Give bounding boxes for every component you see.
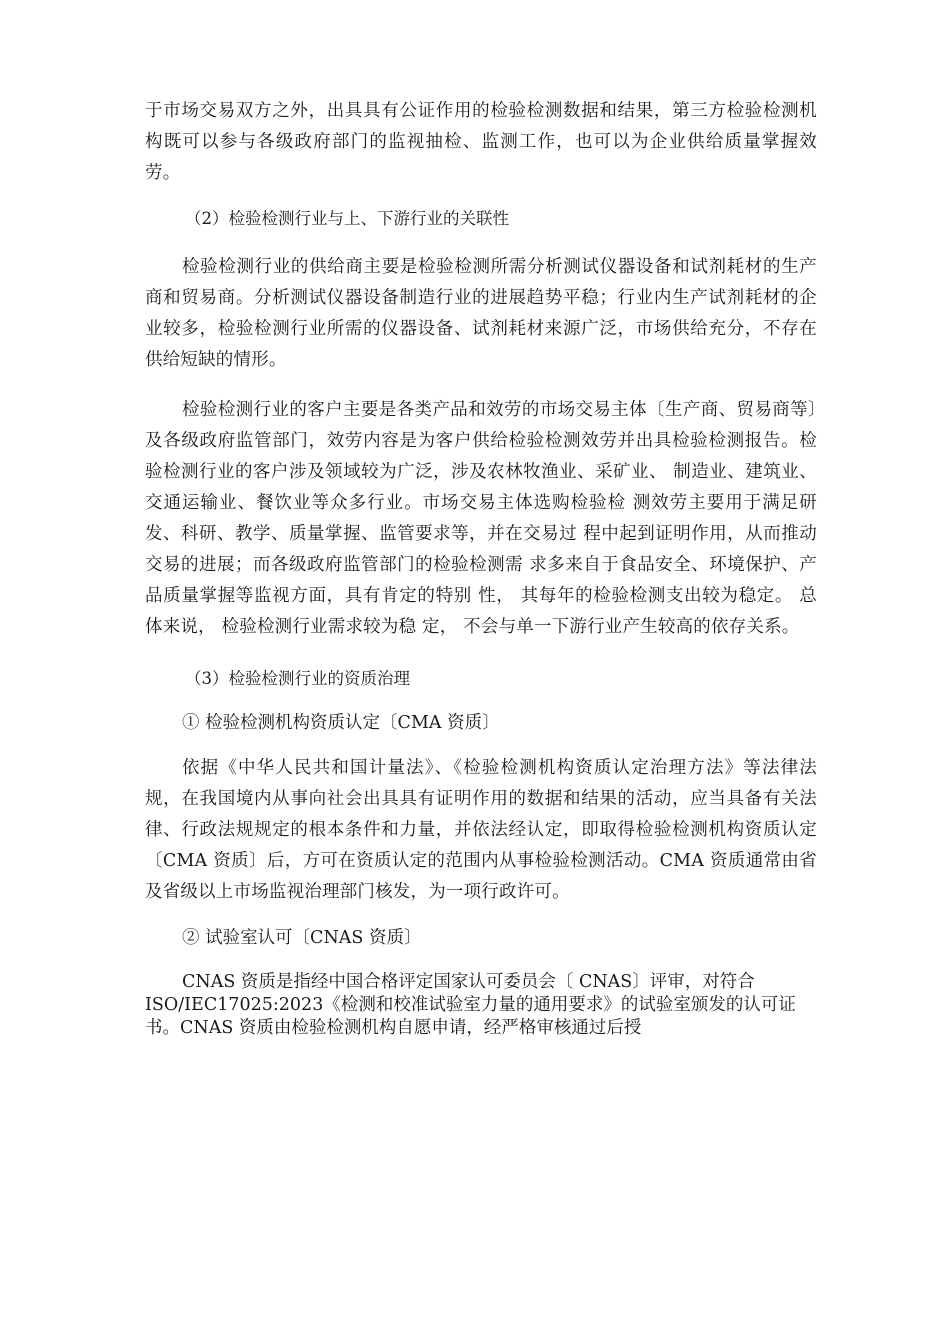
paragraph-customers: 检验检测行业的客户主要是各类产品和效劳的市场交易主体〔生产商、贸易商等〕及各级政府监管部门，效劳内容是为客户供给检验检测效劳并出具检验检测报告。检验检测行业的客户涉及领域较为广泛，涉及农林牧渔业、采矿业、 制造业、建筑业、交通运输业、餐饮业等众多行业。市场交易主体选购检验检 测效劳主要用于满足研发、科研、教学、质量掌握、监管要求等，并在交易过 程中起到证明作用，从而推动交易的进展；而各级政府监管部门的检验检测需 求多来自于食品安全、环境保护、产品质量掌握等监视方面，具有肯定的特别 性， 其每年的检验检测支出较为稳定。 总体来说， 检验检测行业需求较为稳 定， 不会与单一下游行业产生较高的依存关系。	[145, 400, 817, 637]
paragraph-suppliers: 检验检测行业的供给商主要是检验检测所需分析测试仪器设备和试剂耗材的生产商和贸易商。分析测试仪器设备制造行业的进展趋势平稳；行业内生产试剂耗材的企业较多，检验检测行业所需的仪器设备、试剂耗材来源广泛，市场供给充分，不存在供给短缺的情形。	[145, 257, 817, 370]
subheading-cnas: ② 试验室认可〔CNAS 资质〕	[182, 928, 422, 948]
section-heading-3: （3）检验检测行业的资质治理	[185, 669, 410, 688]
document-page	[145, 96, 817, 1040]
paragraph-cnas: CNAS 资质是指经中国合格评定国家认可委员会〔 CNAS〕评审，对符合 ISO/IEC17025:2023《检测和校准试验室力量的通用要求》的试验室颁发的认可证书。CNAS 资质由检验检测机构自愿申请，经严格审核通过后授	[145, 972, 796, 1038]
subheading-cma: ① 检验检测机构资质认定〔CMA 资质〕	[182, 713, 500, 733]
section-heading-2: （2）检验检测行业与上、下游行业的关联性	[185, 209, 509, 228]
paragraph-continuation: 于市场交易双方之外，出具具有公证作用的检验检测数据和结果，第三方检验检测机构既可以参与各级政府部门的监视抽检、监测工作，也可以为企业供给质量掌握效劳。	[145, 101, 817, 183]
paragraph-cma: 依据《中华人民共和国计量法》、《检验检测机构资质认定治理方法》等法律法规，在我国境内从事向社会出具具有证明作用的数据和结果的活动，应当具备有关法律、行政法规规定的根本条件和力量，并依法经认定，即取得检验检测机构资质认定〔CMA 资质〕后，方可在资质认定的范围内从事检验检测活动。CMA 资质通常由省及省级以上市场监视治理部门核发，为一项行政许可。	[145, 758, 817, 902]
